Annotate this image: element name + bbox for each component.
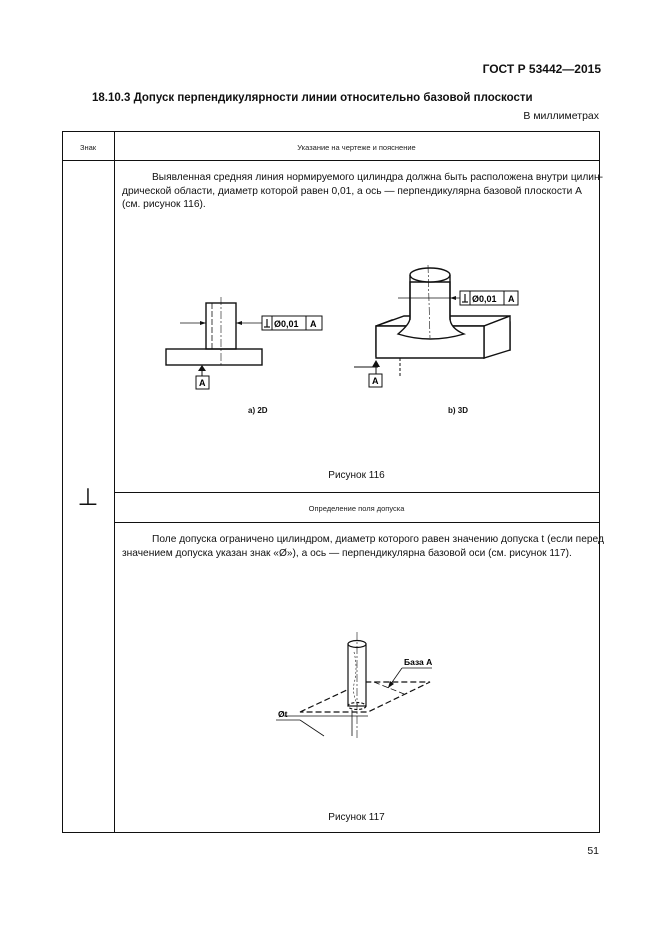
figure-117-caption: Рисунок 117	[328, 812, 385, 823]
figure-116-2d-drawing	[160, 295, 335, 395]
subheader-top-divider	[114, 492, 599, 493]
paragraph-116-line-3: (см. рисунок 116).	[122, 199, 206, 210]
figure-117-drawing	[272, 628, 442, 748]
figure-116-3d-frame-datum: A	[508, 294, 515, 304]
figure-116-2d-tolerance-value: Ø0,01	[274, 319, 299, 329]
figure-116-3d-drawing	[352, 260, 527, 395]
paragraph-117-line-2: значением допуска указан знак «Ø»), а ось — перпендикулярна базовой оси (см. рисунок 117).	[122, 547, 572, 559]
figure-116-2d-datum-letter: A	[199, 378, 206, 388]
figure-117-diameter-label: Øt	[278, 709, 288, 719]
figure-116-caption: Рисунок 116	[328, 470, 385, 481]
figure-116-2d-label: a) 2D	[248, 406, 268, 415]
figure-116-3d-tolerance-value: Ø0,01	[472, 294, 497, 304]
section-title: 18.10.3 Допуск перпендикулярности линии относительно базовой плоскости	[92, 92, 533, 104]
paragraph-116	[122, 171, 604, 212]
column-header-instruction: Указание на чертеже и пояснение	[297, 143, 416, 152]
tolerance-zone-subheader: Определение поля допуска	[308, 504, 405, 513]
figure-116-2d-frame-datum: A	[310, 319, 317, 329]
column-divider	[114, 131, 115, 833]
perpendicularity-symbol: ⊥	[77, 484, 99, 511]
column-header-sign: Знак	[79, 143, 97, 152]
paragraph-117-line-1: Поле допуска ограничено цилиндром, диаметр которого равен значению допуска t (если перед	[152, 534, 604, 545]
paragraph-117	[122, 533, 604, 560]
header-row-divider	[62, 160, 599, 161]
figure-116-3d-label: b) 3D	[448, 406, 468, 415]
units-note: В миллиметрах	[523, 110, 599, 122]
subheader-bottom-divider	[114, 522, 599, 523]
paragraph-116-line-1: Выявленная средняя линия нормируемого цилиндра должна быть расположена внутри цилин-	[152, 172, 604, 183]
figure-116-3d-datum-letter: A	[372, 376, 379, 386]
standard-number: ГОСТ Р 53442—2015	[482, 62, 601, 76]
paragraph-116-line-2: дрической области, диаметр которой равен 0,01, а ось — перпендикулярна базовой плоскости А	[122, 185, 582, 197]
figure-117-base-label: База А	[404, 657, 433, 667]
page-number: 51	[587, 845, 599, 857]
